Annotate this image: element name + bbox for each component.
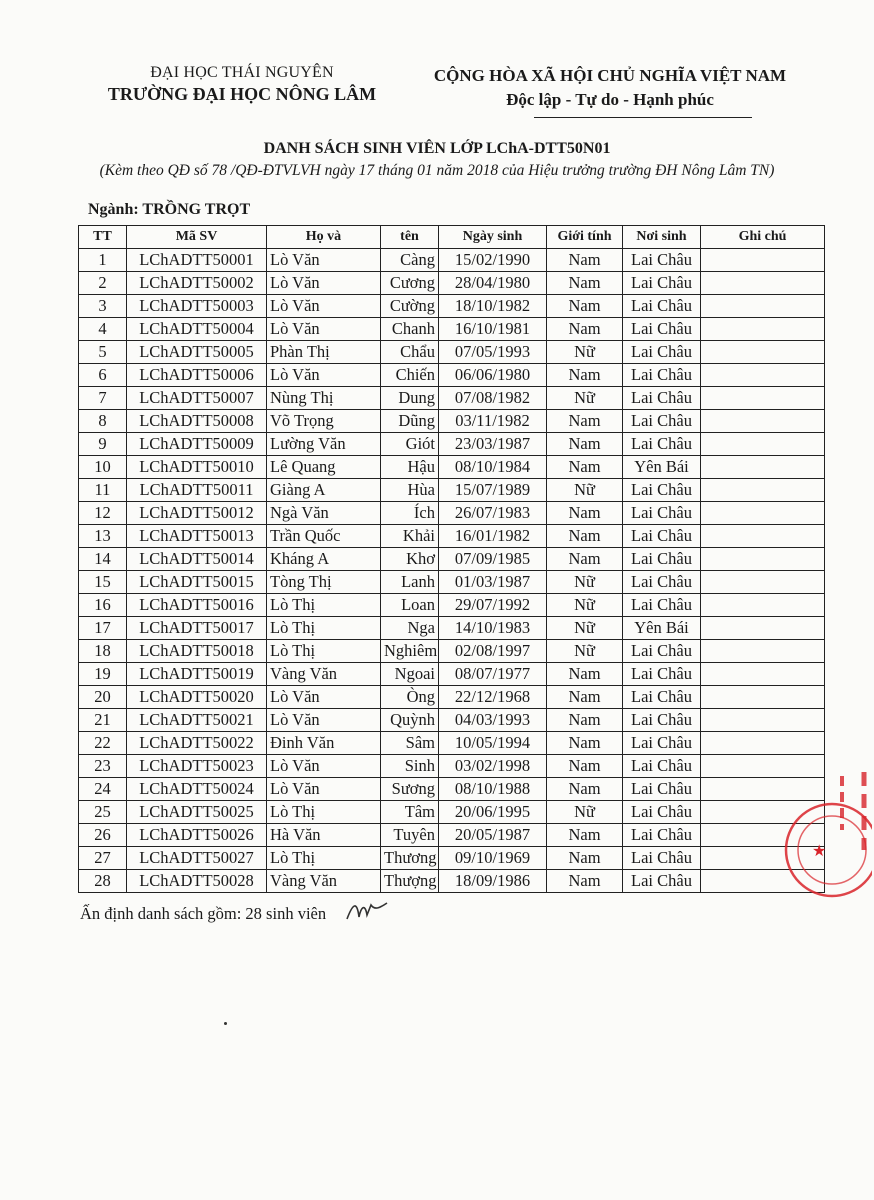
cell-dob: 15/07/1989 <box>439 479 547 502</box>
table-row <box>79 709 825 732</box>
cell-birthplace: Lai Châu <box>623 847 701 870</box>
cell-birthplace: Lai Châu <box>623 594 701 617</box>
cell-note <box>701 364 825 387</box>
cell-given-name: Cường <box>381 295 439 318</box>
cell-gender: Nam <box>547 755 623 778</box>
table-row <box>79 341 825 364</box>
cell-gender: Nam <box>547 778 623 801</box>
cell-student-id: LChADTT50009 <box>127 433 267 456</box>
cell-given-name: Tuyên <box>381 824 439 847</box>
cell-family-name: Hà Văn <box>267 824 381 847</box>
cell-student-id: LChADTT50023 <box>127 755 267 778</box>
cell-birthplace: Lai Châu <box>623 548 701 571</box>
cell-birthplace: Lai Châu <box>623 318 701 341</box>
table-row <box>79 870 825 893</box>
cell-gender: Nam <box>547 870 623 893</box>
cell-family-name: Tòng Thị <box>267 571 381 594</box>
cell-birthplace: Lai Châu <box>623 571 701 594</box>
cell-note <box>701 732 825 755</box>
cell-index: 1 <box>79 249 127 272</box>
table-row <box>79 318 825 341</box>
cell-index: 12 <box>79 502 127 525</box>
cell-note <box>701 686 825 709</box>
cell-student-id: LChADTT50007 <box>127 387 267 410</box>
cell-dob: 14/10/1983 <box>439 617 547 640</box>
cell-note <box>701 502 825 525</box>
cell-given-name: Sương <box>381 778 439 801</box>
cell-birthplace: Lai Châu <box>623 824 701 847</box>
cell-student-id: LChADTT50005 <box>127 341 267 364</box>
cell-index: 10 <box>79 456 127 479</box>
cell-dob: 04/03/1993 <box>439 709 547 732</box>
cell-birthplace: Lai Châu <box>623 433 701 456</box>
cell-student-id: LChADTT50014 <box>127 548 267 571</box>
cell-dob: 18/10/1982 <box>439 295 547 318</box>
cell-birthplace: Lai Châu <box>623 709 701 732</box>
cell-student-id: LChADTT50012 <box>127 502 267 525</box>
signature-mark <box>343 897 389 927</box>
cell-student-id: LChADTT50001 <box>127 249 267 272</box>
table-row <box>79 663 825 686</box>
table-row <box>79 456 825 479</box>
cell-family-name: Vàng Văn <box>267 663 381 686</box>
cell-family-name: Lò Văn <box>267 295 381 318</box>
cell-gender: Nữ <box>547 387 623 410</box>
cell-index: 25 <box>79 801 127 824</box>
table-row <box>79 410 825 433</box>
cell-given-name: Nghiêm <box>381 640 439 663</box>
cell-given-name: Sâm <box>381 732 439 755</box>
cell-family-name: Lò Văn <box>267 778 381 801</box>
cell-note <box>701 663 825 686</box>
cell-given-name: Chanh <box>381 318 439 341</box>
cell-dob: 02/08/1997 <box>439 640 547 663</box>
cell-given-name: Dung <box>381 387 439 410</box>
table-row <box>79 801 825 824</box>
cell-dob: 07/08/1982 <box>439 387 547 410</box>
table-row <box>79 433 825 456</box>
cell-dob: 07/05/1993 <box>439 341 547 364</box>
cell-family-name: Lê Quang <box>267 456 381 479</box>
cell-student-id: LChADTT50024 <box>127 778 267 801</box>
cell-given-name: Nga <box>381 617 439 640</box>
cell-given-name: Dũng <box>381 410 439 433</box>
table-row <box>79 571 825 594</box>
cell-gender: Nam <box>547 410 623 433</box>
cell-birthplace: Yên Bái <box>623 456 701 479</box>
cell-index: 20 <box>79 686 127 709</box>
cell-gender: Nữ <box>547 341 623 364</box>
cell-family-name: Lò Văn <box>267 709 381 732</box>
cell-birthplace: Lai Châu <box>623 502 701 525</box>
table-row <box>79 548 825 571</box>
table-row <box>79 387 825 410</box>
cell-birthplace: Lai Châu <box>623 479 701 502</box>
cell-gender: Nữ <box>547 479 623 502</box>
cell-family-name: Lò Văn <box>267 318 381 341</box>
cell-gender: Nam <box>547 364 623 387</box>
national-motto: Độc lập - Tự do - Hạnh phúc <box>506 90 714 109</box>
table-row <box>79 824 825 847</box>
cell-dob: 22/12/1968 <box>439 686 547 709</box>
table-row <box>79 732 825 755</box>
table-row <box>79 502 825 525</box>
table-row <box>79 640 825 663</box>
cell-gender: Nam <box>547 433 623 456</box>
col-birthplace-header: Nơi sinh <box>623 226 701 249</box>
cell-family-name: Kháng A <box>267 548 381 571</box>
document-subtitle: (Kèm theo QĐ số 78 /QĐ-ĐTVLVH ngày 17 tháng 01 năm 2018 của Hiệu trưởng trường ĐH Nông Lâm TN) <box>99 162 775 179</box>
cell-student-id: LChADTT50021 <box>127 709 267 732</box>
cell-dob: 23/03/1987 <box>439 433 547 456</box>
cell-index: 6 <box>79 364 127 387</box>
cell-family-name: Lò Văn <box>267 686 381 709</box>
cell-dob: 10/05/1994 <box>439 732 547 755</box>
cell-dob: 09/10/1969 <box>439 847 547 870</box>
table-row <box>79 272 825 295</box>
cell-dob: 08/10/1988 <box>439 778 547 801</box>
document-title: DANH SÁCH SINH VIÊN LỚP LChA-DTT50N01 <box>263 140 611 157</box>
cell-family-name: Phàn Thị <box>267 341 381 364</box>
cell-dob: 08/07/1977 <box>439 663 547 686</box>
cell-family-name: Ngà Văn <box>267 502 381 525</box>
table-row <box>79 617 825 640</box>
cell-gender: Nam <box>547 525 623 548</box>
cell-given-name: Quỳnh <box>381 709 439 732</box>
cell-birthplace: Yên Bái <box>623 617 701 640</box>
cell-dob: 20/06/1995 <box>439 801 547 824</box>
cell-index: 27 <box>79 847 127 870</box>
cell-given-name: Òng <box>381 686 439 709</box>
cell-index: 19 <box>79 663 127 686</box>
cell-birthplace: Lai Châu <box>623 410 701 433</box>
col-dob-header: Ngày sinh <box>439 226 547 249</box>
cell-gender: Nam <box>547 824 623 847</box>
cell-index: 21 <box>79 709 127 732</box>
cell-student-id: LChADTT50025 <box>127 801 267 824</box>
cell-dob: 20/05/1987 <box>439 824 547 847</box>
university-name: ĐẠI HỌC THÁI NGUYÊN <box>150 64 334 81</box>
cell-index: 11 <box>79 479 127 502</box>
cell-family-name: Trần Quốc <box>267 525 381 548</box>
cell-student-id: LChADTT50018 <box>127 640 267 663</box>
cell-index: 14 <box>79 548 127 571</box>
cell-family-name: Lò Văn <box>267 364 381 387</box>
cell-birthplace: Lai Châu <box>623 870 701 893</box>
cell-gender: Nam <box>547 663 623 686</box>
cell-birthplace: Lai Châu <box>623 249 701 272</box>
col-given-name-header: tên <box>381 226 439 249</box>
cell-index: 4 <box>79 318 127 341</box>
col-note-header: Ghi chú <box>701 226 825 249</box>
cell-note <box>701 617 825 640</box>
cell-index: 15 <box>79 571 127 594</box>
cell-given-name: Loan <box>381 594 439 617</box>
red-seal-stamp <box>772 770 872 920</box>
cell-note <box>701 433 825 456</box>
cell-index: 8 <box>79 410 127 433</box>
cell-index: 5 <box>79 341 127 364</box>
cell-note <box>701 594 825 617</box>
table-row <box>79 249 825 272</box>
cell-given-name: Thượng <box>381 870 439 893</box>
cell-gender: Nữ <box>547 640 623 663</box>
cell-birthplace: Lai Châu <box>623 525 701 548</box>
school-name: TRƯỜNG ĐẠI HỌC NÔNG LÂM <box>107 84 377 104</box>
cell-dob: 15/02/1990 <box>439 249 547 272</box>
cell-student-id: LChADTT50010 <box>127 456 267 479</box>
cell-gender: Nam <box>547 295 623 318</box>
cell-dob: 29/07/1992 <box>439 594 547 617</box>
table-header-row <box>79 226 825 249</box>
cell-note <box>701 525 825 548</box>
table-body <box>79 249 825 893</box>
col-student-id-header: Mã SV <box>127 226 267 249</box>
cell-given-name: Ngoai <box>381 663 439 686</box>
cell-index: 26 <box>79 824 127 847</box>
cell-student-id: LChADTT50019 <box>127 663 267 686</box>
cell-birthplace: Lai Châu <box>623 801 701 824</box>
cell-student-id: LChADTT50002 <box>127 272 267 295</box>
cell-gender: Nam <box>547 732 623 755</box>
cell-index: 7 <box>79 387 127 410</box>
cell-student-id: LChADTT50006 <box>127 364 267 387</box>
cell-family-name: Lò Thị <box>267 594 381 617</box>
cell-birthplace: Lai Châu <box>623 295 701 318</box>
cell-birthplace: Lai Châu <box>623 272 701 295</box>
cell-gender: Nam <box>547 548 623 571</box>
cell-family-name: Giàng A <box>267 479 381 502</box>
cell-index: 13 <box>79 525 127 548</box>
cell-gender: Nữ <box>547 594 623 617</box>
cell-given-name: Giót <box>381 433 439 456</box>
cell-student-id: LChADTT50004 <box>127 318 267 341</box>
table-row <box>79 778 825 801</box>
cell-gender: Nam <box>547 686 623 709</box>
cell-birthplace: Lai Châu <box>623 387 701 410</box>
cell-note <box>701 318 825 341</box>
national-header <box>420 66 800 110</box>
cell-note <box>701 341 825 364</box>
cell-student-id: LChADTT50020 <box>127 686 267 709</box>
table-row <box>79 755 825 778</box>
cell-index: 3 <box>79 295 127 318</box>
cell-given-name: Càng <box>381 249 439 272</box>
col-gender-header: Giới tính <box>547 226 623 249</box>
cell-gender: Nữ <box>547 801 623 824</box>
cell-student-id: LChADTT50026 <box>127 824 267 847</box>
cell-note <box>701 295 825 318</box>
cell-index: 22 <box>79 732 127 755</box>
cell-birthplace: Lai Châu <box>623 341 701 364</box>
cell-dob: 08/10/1984 <box>439 456 547 479</box>
cell-note <box>701 548 825 571</box>
cell-birthplace: Lai Châu <box>623 778 701 801</box>
cell-dob: 28/04/1980 <box>439 272 547 295</box>
cell-note <box>701 387 825 410</box>
cell-given-name: Chiến <box>381 364 439 387</box>
cell-family-name: Lò Thị <box>267 801 381 824</box>
svg-text:★: ★ <box>812 841 827 860</box>
cell-gender: Nữ <box>547 617 623 640</box>
cell-student-id: LChADTT50011 <box>127 479 267 502</box>
cell-index: 9 <box>79 433 127 456</box>
table-row <box>79 295 825 318</box>
cell-family-name: Lò Văn <box>267 755 381 778</box>
cell-given-name: Khơ <box>381 548 439 571</box>
table-row <box>79 364 825 387</box>
cell-student-id: LChADTT50013 <box>127 525 267 548</box>
cell-student-id: LChADTT50017 <box>127 617 267 640</box>
cell-note <box>701 709 825 732</box>
cell-dob: 16/10/1981 <box>439 318 547 341</box>
cell-birthplace: Lai Châu <box>623 364 701 387</box>
cell-given-name: Thương <box>381 847 439 870</box>
cell-gender: Nam <box>547 456 623 479</box>
cell-family-name: Nùng Thị <box>267 387 381 410</box>
cell-student-id: LChADTT50015 <box>127 571 267 594</box>
cell-index: 16 <box>79 594 127 617</box>
cell-given-name: Hậu <box>381 456 439 479</box>
cell-index: 24 <box>79 778 127 801</box>
cell-family-name: Lường Văn <box>267 433 381 456</box>
cell-note <box>701 272 825 295</box>
cell-birthplace: Lai Châu <box>623 640 701 663</box>
cell-given-name: Tâm <box>381 801 439 824</box>
ink-dot <box>224 1022 227 1025</box>
cell-family-name: Lò Thị <box>267 640 381 663</box>
cell-gender: Nam <box>547 847 623 870</box>
cell-index: 23 <box>79 755 127 778</box>
cell-family-name: Võ Trọng <box>267 410 381 433</box>
cell-student-id: LChADTT50022 <box>127 732 267 755</box>
cell-given-name: Lanh <box>381 571 439 594</box>
cell-dob: 01/03/1987 <box>439 571 547 594</box>
cell-student-id: LChADTT50027 <box>127 847 267 870</box>
cell-student-id: LChADTT50016 <box>127 594 267 617</box>
cell-dob: 07/09/1985 <box>439 548 547 571</box>
cell-birthplace: Lai Châu <box>623 686 701 709</box>
cell-gender: Nữ <box>547 571 623 594</box>
cell-index: 17 <box>79 617 127 640</box>
cell-note <box>701 249 825 272</box>
motto-underline <box>534 117 752 118</box>
cell-dob: 26/07/1983 <box>439 502 547 525</box>
cell-dob: 03/11/1982 <box>439 410 547 433</box>
cell-family-name: Lò Văn <box>267 249 381 272</box>
cell-dob: 03/02/1998 <box>439 755 547 778</box>
cell-index: 2 <box>79 272 127 295</box>
cell-gender: Nam <box>547 709 623 732</box>
cell-note <box>701 456 825 479</box>
student-table <box>78 225 825 893</box>
issuer-header <box>92 64 392 105</box>
cell-birthplace: Lai Châu <box>623 755 701 778</box>
cell-family-name: Lò Thị <box>267 617 381 640</box>
cell-given-name: Cương <box>381 272 439 295</box>
cell-family-name: Lò Văn <box>267 272 381 295</box>
table-row <box>79 479 825 502</box>
major-label: Ngành: TRỒNG TRỌT <box>88 201 251 218</box>
cell-given-name: Sinh <box>381 755 439 778</box>
cell-index: 18 <box>79 640 127 663</box>
cell-dob: 16/01/1982 <box>439 525 547 548</box>
table-row <box>79 525 825 548</box>
cell-birthplace: Lai Châu <box>623 732 701 755</box>
table-row <box>79 594 825 617</box>
col-family-name-header: Họ và <box>267 226 381 249</box>
cell-dob: 18/09/1986 <box>439 870 547 893</box>
cell-student-id: LChADTT50008 <box>127 410 267 433</box>
cell-index: 28 <box>79 870 127 893</box>
cell-gender: Nam <box>547 318 623 341</box>
cell-given-name: Hùa <box>381 479 439 502</box>
cell-note <box>701 640 825 663</box>
cell-given-name: Chẩu <box>381 341 439 364</box>
cell-given-name: Khải <box>381 525 439 548</box>
cell-given-name: Ích <box>381 502 439 525</box>
nation-name: CỘNG HÒA XÃ HỘI CHỦ NGHĨA VIỆT NAM <box>433 66 787 85</box>
cell-note <box>701 410 825 433</box>
cell-note <box>701 479 825 502</box>
table-row <box>79 847 825 870</box>
table-row <box>79 686 825 709</box>
cell-student-id: LChADTT50028 <box>127 870 267 893</box>
cell-gender: Nam <box>547 272 623 295</box>
cell-birthplace: Lai Châu <box>623 663 701 686</box>
cell-student-id: LChADTT50003 <box>127 295 267 318</box>
cell-gender: Nam <box>547 502 623 525</box>
col-index-header: TT <box>79 226 127 249</box>
cell-family-name: Đinh Văn <box>267 732 381 755</box>
cell-dob: 06/06/1980 <box>439 364 547 387</box>
cell-gender: Nam <box>547 249 623 272</box>
cell-family-name: Lò Thị <box>267 847 381 870</box>
summary-text: Ấn định danh sách gồm: 28 sinh viên <box>80 904 327 923</box>
cell-family-name: Vàng Văn <box>267 870 381 893</box>
cell-note <box>701 571 825 594</box>
